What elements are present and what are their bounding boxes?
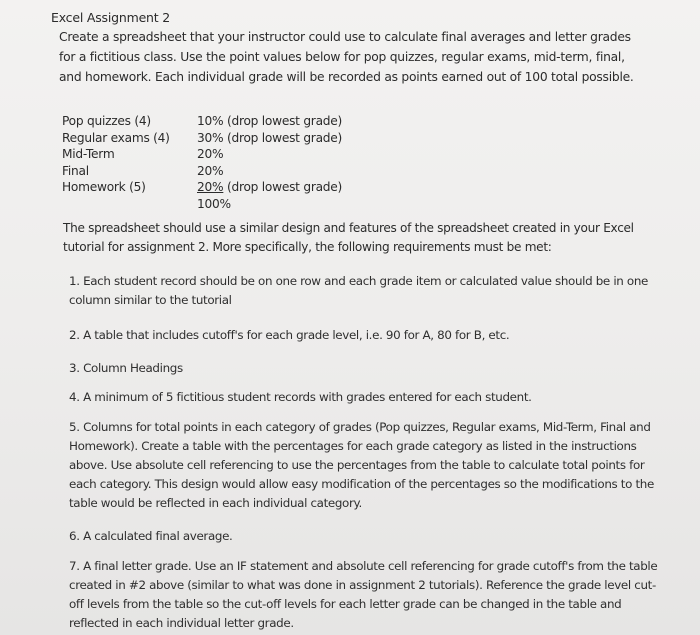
grade-value: 20%: [197, 147, 224, 162]
grade-row: [62, 130, 342, 147]
grade-value: 10% (drop lowest grade): [197, 114, 343, 128]
grade-label: Homework (5): [62, 180, 146, 195]
grade-value: 30% (drop lowest grade): [197, 130, 343, 145]
requirement-text: 1. Each student record should be on one row and each grade item or calculated value should be in one column similar to the tutorial: [69, 274, 648, 307]
requirement-item: [69, 326, 659, 345]
requirement-item: [69, 527, 659, 546]
requirement-item: [69, 388, 659, 407]
requirement-item: [69, 557, 659, 633]
grade-label: Mid-Term: [62, 147, 115, 162]
requirement-item: [69, 272, 659, 310]
requirements-intro: [63, 219, 653, 257]
intro-paragraph: [59, 27, 649, 87]
grade-row: [62, 179, 342, 196]
grade-value-underlined: 20% (drop lowest grade): [197, 180, 343, 195]
grade-row: [62, 163, 342, 180]
grade-row: [62, 113, 342, 130]
grade-weights-table: [62, 113, 342, 213]
grade-row: [62, 146, 342, 163]
requirement-text: 6. A calculated final average.: [69, 529, 233, 543]
requirement-item: [69, 359, 659, 378]
requirement-text: 5. Columns for total points in each category of grades (Pop quizzes, Regular exams, Mid-Term, Final and Homework). Create a table with the percentages for each grade category as listed in the instructions above. Use absolute cell referencing to use the percentages from the table to calculate total points for each category. This design would allow easy modification of the percentages so the modifications to the table would be reflected in each individual category.: [69, 420, 654, 510]
document-title: Excel Assignment 2: [51, 10, 171, 25]
grade-label: Regular exams (4): [62, 130, 170, 145]
requirement-item: [69, 418, 659, 513]
requirements-intro-text: The spreadsheet should use a similar design and features of the spreadsheet created in your Excel tutorial for assignment 2. More specifically, the following requirements must be met:: [63, 221, 634, 254]
grade-total-spacer: [62, 196, 197, 213]
grade-value: 20%: [197, 163, 224, 178]
grade-label: Final: [62, 163, 89, 178]
grade-total-row: [62, 196, 342, 213]
requirement-text: 4. A minimum of 5 fictitious student records with grades entered for each student.: [69, 390, 532, 404]
intro-text: Create a spreadsheet that your instructor could use to calculate final averages and letter grades for a fictitious class. Use the point values below for pop quizzes, regular exams, mid-term, final, and homework. Each individual grade will be recorded as points earned out of 100 total possible.: [59, 30, 634, 84]
requirement-text: 7. A final letter grade. Use an IF statement and absolute cell referencing for grade cutoff's from the table created in #2 above (similar to what was done in assignment 2 tutorials). Reference the grade level cut-off levels from the table so the cut-off levels for each letter grade can be changed in the table and reflected in each individual letter grade.: [69, 559, 658, 630]
requirement-text: 2. A table that includes cutoff's for each grade level, i.e. 90 for A, 80 for B, etc.: [69, 328, 510, 342]
grade-label: Pop quizzes (4): [62, 114, 151, 128]
grade-total: 100%: [197, 196, 231, 211]
requirement-text: 3. Column Headings: [69, 361, 183, 375]
